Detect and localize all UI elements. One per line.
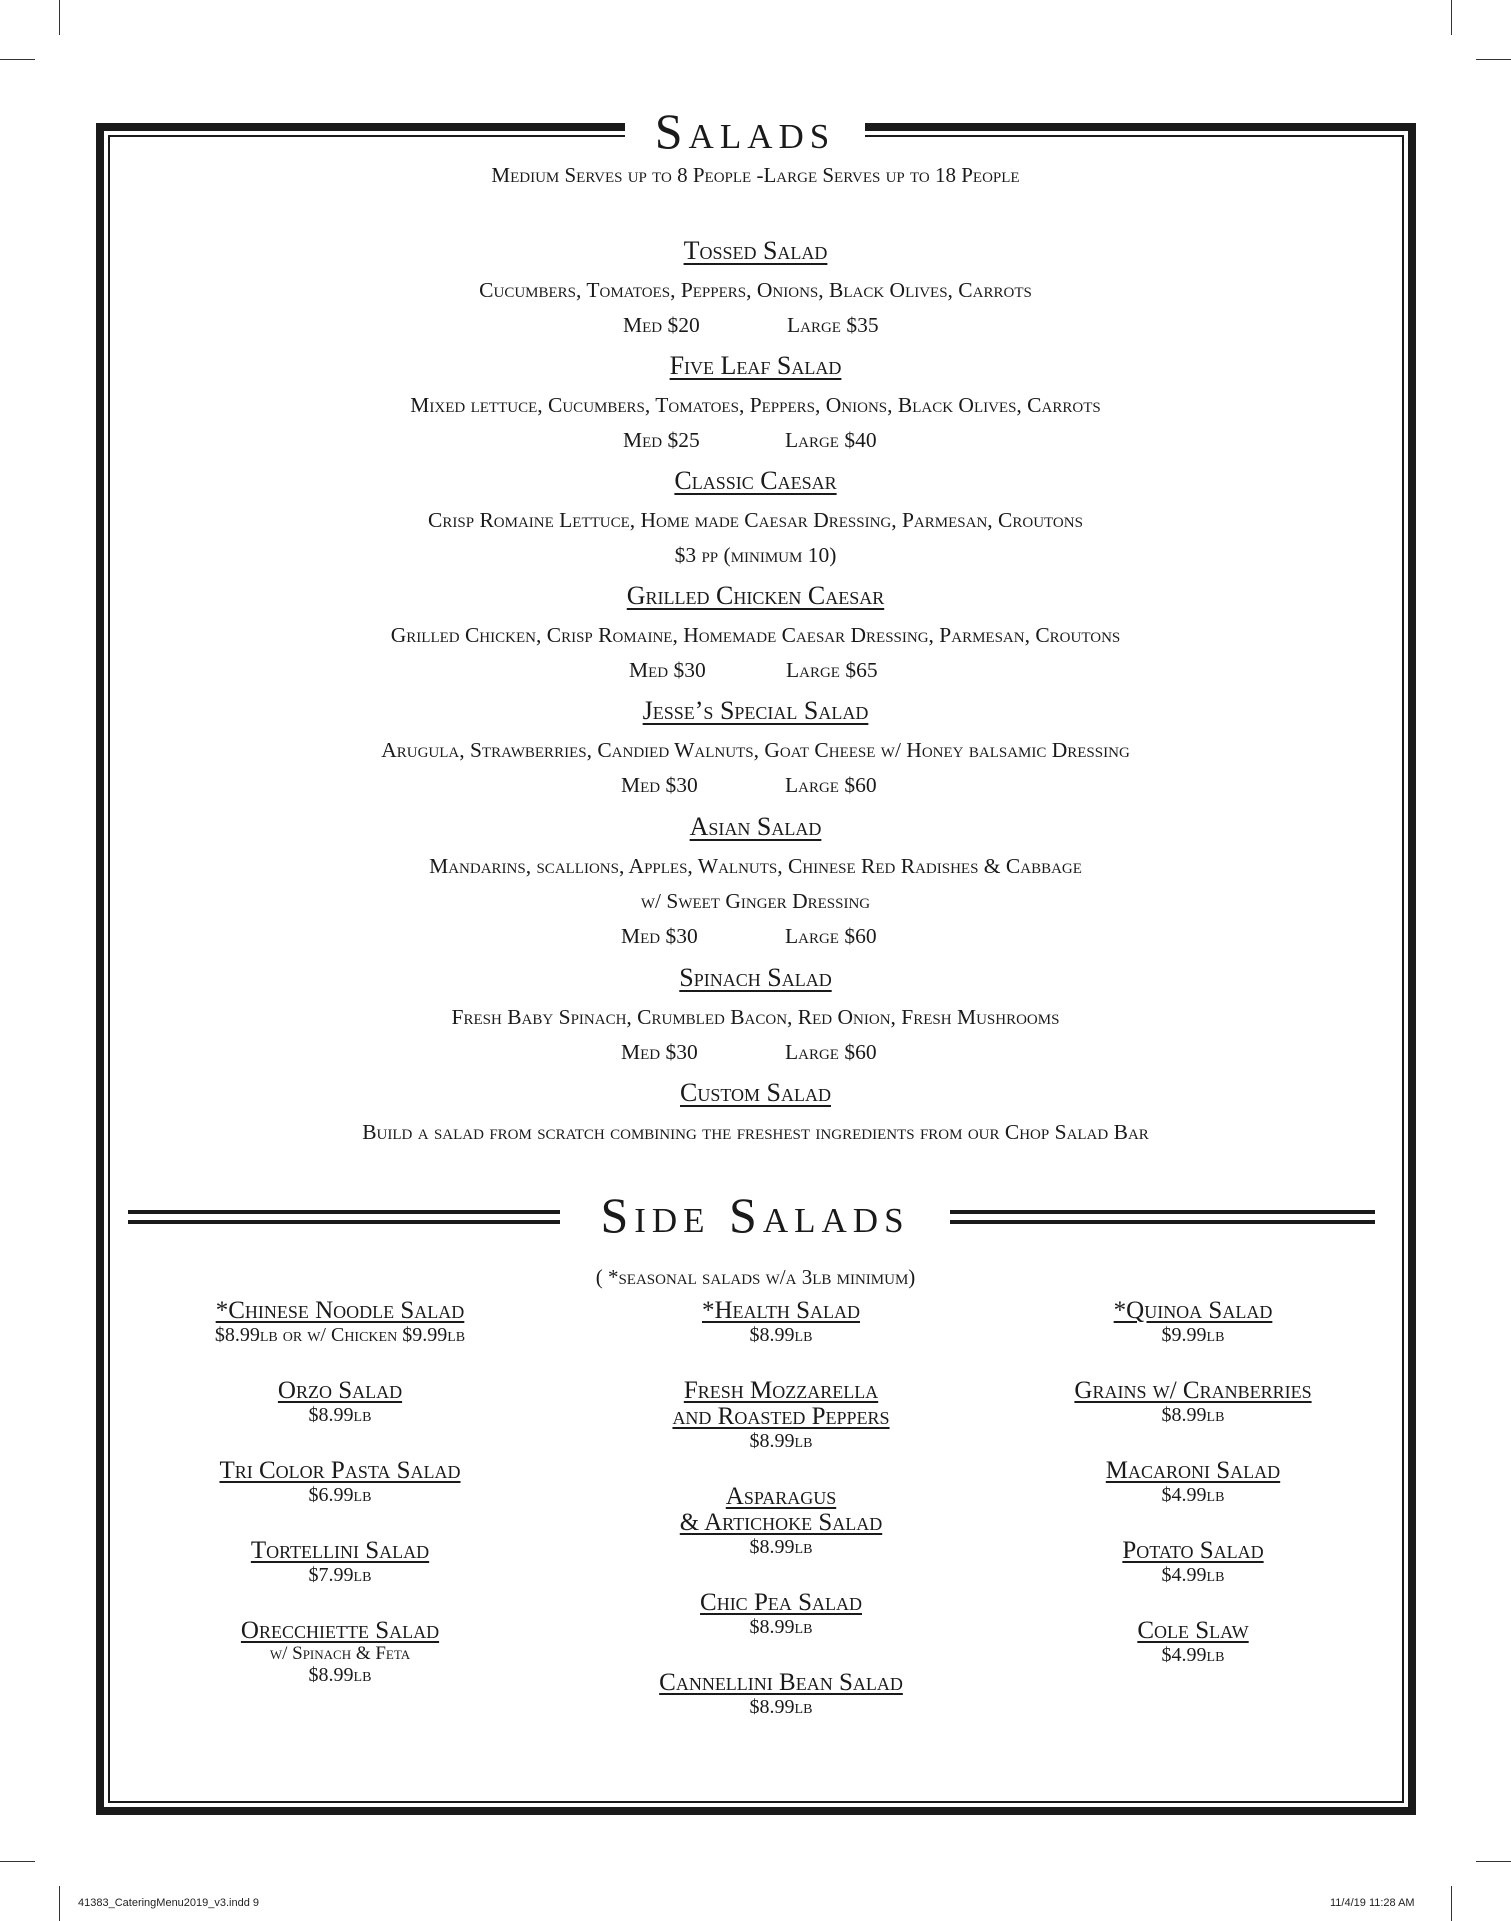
side-salad-price: $4.99lb	[1161, 1484, 1225, 1506]
crop-mark	[1476, 59, 1511, 60]
salad-name: Tossed Salad	[683, 236, 828, 265]
side-salad-name: Cole Slaw	[1137, 1617, 1249, 1644]
side-salads-column-1	[120, 1298, 560, 1718]
side-salad-name: Cannellini Bean Salad	[659, 1669, 903, 1696]
crop-mark	[0, 1861, 35, 1862]
salad-desc: Fresh Baby Spinach, Crumbled Bacon, Red Onion, Fresh Mushrooms	[451, 1005, 1060, 1029]
side-salad-name: *Quinoa Salad	[1113, 1297, 1273, 1324]
salad-desc: Build a salad from scratch combining the freshest ingredients from our Chop Salad Bar	[362, 1120, 1149, 1144]
side-salad-price: $8.99lb	[749, 1536, 813, 1558]
side-salad-name-line-2: & Artichoke Salad	[679, 1509, 883, 1536]
divider-left	[128, 1210, 560, 1224]
price-med: Med $30	[629, 658, 706, 682]
side-salads-title: Side Salads	[560, 1180, 950, 1250]
salad-name: Classic Caesar	[674, 466, 837, 495]
price-med: Med $30	[621, 1040, 698, 1064]
side-salads-column-3	[973, 1298, 1413, 1698]
side-salad	[120, 1378, 560, 1426]
salad-desc-2: w/ Sweet Ginger Dressing	[640, 889, 871, 913]
side-salad-name: Potato Salad	[1122, 1537, 1264, 1564]
side-salad	[120, 1458, 560, 1506]
salad-desc: Crisp Romaine Lettuce, Home made Caesar Dressing, Parmesan, Croutons	[428, 508, 1083, 532]
side-salad-name: Chic Pea Salad	[700, 1589, 862, 1616]
side-salad-note: w/ Spinach & Feta	[269, 1643, 411, 1664]
side-salad	[973, 1378, 1413, 1426]
salad-name: Asian Salad	[689, 812, 822, 841]
side-salad	[561, 1670, 1001, 1718]
side-salad-price: $8.99lb	[749, 1430, 813, 1452]
side-salad-price: $8.99lb	[749, 1696, 813, 1718]
salad-desc: Mandarins, scallions, Apples, Walnuts, Chinese Red Radishes & Cabbage	[429, 854, 1082, 878]
side-salad-name: *Health Salad	[701, 1297, 861, 1324]
crop-mark	[59, 0, 60, 35]
price-large: Large $60	[785, 773, 877, 797]
side-salad-price: $4.99lb	[1161, 1564, 1225, 1586]
salads-title: Salads	[625, 100, 865, 162]
side-salad	[973, 1618, 1413, 1666]
side-salad-price: $8.99lb	[308, 1404, 372, 1426]
side-salad-price: $8.99lb	[1161, 1404, 1225, 1426]
file-slug: 41383_CateringMenu2019_v3.indd 9	[78, 1897, 260, 1909]
side-salad-price: $4.99lb	[1161, 1644, 1225, 1666]
side-salad-name: Asparagus	[725, 1483, 837, 1510]
divider-right	[950, 1210, 1375, 1224]
price-med: Med $20	[623, 313, 700, 337]
price-med: Med $25	[623, 428, 700, 452]
salad-desc: Mixed lettuce, Cucumbers, Tomatoes, Peppers, Onions, Black Olives, Carrots	[410, 393, 1101, 417]
seasonal-note: ( *seasonal salads w/a 3lb minimum)	[595, 1265, 916, 1289]
salad-desc: Cucumbers, Tomatoes, Peppers, Onions, Black Olives, Carrots	[479, 278, 1032, 302]
price-large: Large $35	[787, 313, 879, 337]
side-salad-price: $6.99lb	[308, 1484, 372, 1506]
side-salad-name: Orzo Salad	[277, 1377, 403, 1404]
price-med: Med $30	[621, 773, 698, 797]
side-salad	[120, 1618, 560, 1686]
price-large: Large $60	[785, 1040, 877, 1064]
print-timestamp: 11/4/19 11:28 AM	[1330, 1897, 1415, 1909]
salad-name: Spinach Salad	[679, 963, 832, 992]
salad-name: Five Leaf Salad	[669, 351, 842, 380]
side-salad	[120, 1298, 560, 1346]
price-large: Large $65	[786, 658, 878, 682]
side-salad-name: Grains w/ Cranberries	[1074, 1377, 1312, 1404]
side-salad	[973, 1538, 1413, 1586]
side-salad-price: $8.99lb	[749, 1324, 813, 1346]
side-salad-price: $8.99lb	[308, 1664, 372, 1686]
side-salad	[561, 1378, 1001, 1452]
side-salad-price: $8.99lb	[749, 1616, 813, 1638]
side-salad-name: *Chinese Noodle Salad	[215, 1297, 465, 1324]
side-salad	[973, 1298, 1413, 1346]
side-salad	[561, 1484, 1001, 1558]
side-salad	[120, 1538, 560, 1586]
price-large: Large $40	[785, 428, 877, 452]
side-salad-name-line-2: and Roasted Peppers	[672, 1403, 890, 1430]
price-med: Med $30	[621, 924, 698, 948]
salad-price: $3 pp (minimum 10)	[674, 543, 837, 567]
salad-name: Grilled Chicken Caesar	[626, 581, 885, 610]
side-salad-name: Tortellini Salad	[250, 1537, 430, 1564]
salad-desc: Grilled Chicken, Crisp Romaine, Homemade Caesar Dressing, Parmesan, Croutons	[390, 623, 1121, 647]
salad-name: Custom Salad	[680, 1078, 831, 1107]
salad-desc: Arugula, Strawberries, Candied Walnuts, Goat Cheese w/ Honey balsamic Dressing	[381, 738, 1130, 762]
price-large: Large $60	[785, 924, 877, 948]
crop-mark	[1451, 1886, 1452, 1921]
side-salad-price: $7.99lb	[308, 1564, 372, 1586]
side-salad	[561, 1590, 1001, 1638]
salad-name: Jesse’s Special Salad	[642, 696, 869, 725]
salads-subtitle: Medium Serves up to 8 People -Large Serves up to 18 People	[491, 163, 1020, 187]
crop-mark	[1451, 0, 1452, 35]
side-salad	[561, 1298, 1001, 1346]
side-salad-name: Tri Color Pasta Salad	[219, 1457, 461, 1484]
side-salad	[973, 1458, 1413, 1506]
side-salad-price: $9.99lb	[1161, 1324, 1225, 1346]
side-salad-name: Macaroni Salad	[1105, 1457, 1281, 1484]
side-salad-name: Fresh Mozzarella	[683, 1377, 879, 1404]
crop-mark	[1476, 1861, 1511, 1862]
side-salad-price: $8.99lb or w/ Chicken $9.99lb	[214, 1324, 466, 1346]
side-salads-column-2	[561, 1298, 1001, 1750]
side-salad-name: Orecchiette Salad	[240, 1617, 440, 1644]
crop-mark	[59, 1886, 60, 1921]
crop-mark	[0, 59, 35, 60]
